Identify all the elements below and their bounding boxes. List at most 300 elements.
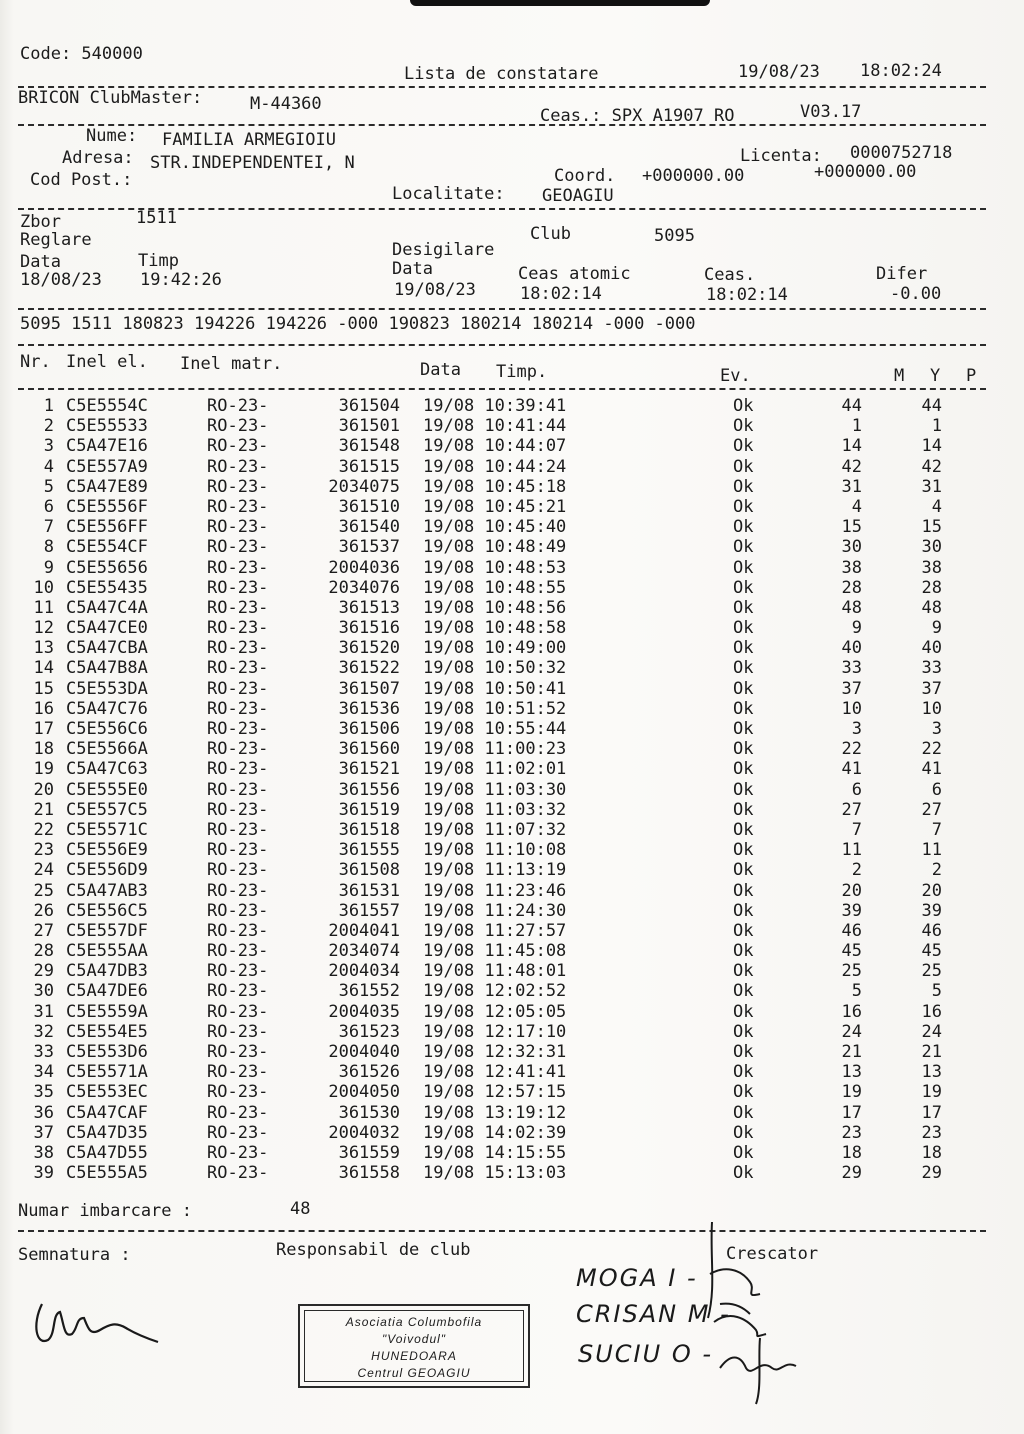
y-position: 37 [921,678,942,699]
electronic-ring: C5E553DA [66,678,148,699]
row-number: 9 [43,557,54,578]
event-status: Ok [733,577,754,598]
matriculation-number: 361506 [338,719,400,739]
arrival-datetime: 19/08 10:48:56 [423,597,567,618]
row-number: 12 [33,618,54,639]
col-header-event: Ev. [720,366,751,386]
matriculation-number: 361515 [338,456,400,477]
matriculation-number: 361522 [338,658,400,679]
table-row [0,1062,1024,1082]
table-row [0,1042,1024,1062]
licence-label: Licenta: [740,146,822,166]
arrival-datetime: 19/08 10:49:00 [423,638,567,659]
table-row [0,598,1024,618]
table-row [0,436,1024,456]
print-date: 19/08/23 [738,62,820,82]
ring-prefix: RO-23- [207,860,269,881]
col-header-electronic-ring: Inel el. [66,352,148,372]
setting-date: 18/08/23 [20,270,102,290]
row-number: 1 [43,396,54,416]
row-number: 16 [33,698,54,719]
ring-prefix: RO-23- [207,779,269,800]
software-id: M-44360 [250,94,322,114]
matriculation-number: 361552 [338,981,400,1002]
y-position: 4 [931,496,942,517]
event-status: Ok [733,1142,754,1163]
electronic-ring: C5E5554C [66,396,148,416]
coord-x: +000000.00 [642,166,745,186]
electronic-ring: C5E557DF [66,920,148,941]
clock-model: Ceas.: SPX A1907 RO [540,106,735,126]
row-number: 38 [33,1142,54,1163]
ring-prefix: RO-23- [207,416,269,437]
arrival-datetime: 19/08 10:45:18 [423,476,567,497]
table-row [0,517,1024,537]
electronic-ring: C5E555AA [66,941,148,962]
m-position: 6 [851,779,862,800]
arrival-datetime: 19/08 11:23:46 [423,880,567,901]
arrival-datetime: 19/08 14:15:55 [423,1142,567,1163]
row-number: 19 [33,759,54,780]
setting-time-label: Timp [138,251,179,271]
ring-prefix: RO-23- [207,1142,269,1163]
coord-y: +000000.00 [814,162,917,182]
y-position: 13 [921,1062,942,1083]
row-number: 21 [33,799,54,820]
ring-prefix: RO-23- [207,759,269,780]
y-position: 1 [931,416,942,437]
ring-prefix: RO-23- [207,1062,269,1083]
row-number: 37 [33,1122,54,1143]
m-position: 3 [851,719,862,739]
m-position: 13 [841,1062,862,1083]
row-number: 18 [33,739,54,760]
m-position: 15 [841,517,862,538]
arrival-datetime: 19/08 12:17:10 [423,1021,567,1042]
table-row [0,881,1024,901]
y-position: 48 [921,597,942,618]
difference-label: Difer [876,264,928,284]
boarding-count: 48 [290,1199,311,1219]
separator [18,124,986,126]
ring-prefix: RO-23- [207,698,269,719]
row-number: 11 [33,597,54,618]
electronic-ring: C5E553EC [66,1082,148,1103]
ring-prefix: RO-23- [207,517,269,538]
y-position: 46 [921,920,942,941]
matriculation-number: 361513 [338,597,400,618]
m-position: 19 [841,1082,862,1103]
event-status: Ok [733,719,754,739]
coord-label: Coord. [554,166,616,186]
electronic-ring: C5E556C5 [66,900,148,921]
atomic-time: 18:02:14 [520,284,602,304]
arrival-datetime: 19/08 11:03:30 [423,779,567,800]
separator [18,388,986,390]
table-row [0,578,1024,598]
m-position: 9 [851,618,862,639]
arrival-datetime: 19/08 12:57:15 [423,1082,567,1103]
electronic-ring: C5E556C6 [66,719,148,739]
table-row [0,800,1024,820]
table-row [0,901,1024,921]
m-position: 23 [841,1122,862,1143]
electronic-ring: C5E55656 [66,557,148,578]
electronic-ring: C5E5559A [66,1001,148,1022]
electronic-ring: C5E55533 [66,416,148,437]
table-row [0,1082,1024,1102]
table-row [0,658,1024,678]
y-position: 45 [921,941,942,962]
electronic-ring: C5E556E9 [66,840,148,861]
unseal-date: 19/08/23 [394,280,476,300]
club-responsible-label: Responsabil de club [276,1240,471,1260]
event-status: Ok [733,1163,754,1184]
row-number: 4 [43,456,54,477]
arrival-datetime: 19/08 10:50:41 [423,678,567,699]
clock-time: 18:02:14 [706,285,788,305]
event-status: Ok [733,678,754,699]
m-position: 46 [841,920,862,941]
ring-prefix: RO-23- [207,1082,269,1103]
table-row [0,941,1024,961]
row-number: 36 [33,1102,54,1123]
matriculation-number: 361530 [338,1102,400,1123]
matriculation-number: 361507 [338,678,400,699]
table-row [0,1163,1024,1183]
electronic-ring: C5E553D6 [66,1042,148,1062]
y-position: 41 [921,759,942,780]
table-row [0,638,1024,658]
matriculation-number: 2004050 [328,1082,400,1103]
m-position: 18 [841,1142,862,1163]
row-number: 25 [33,880,54,901]
matriculation-number: 361510 [338,496,400,517]
ring-prefix: RO-23- [207,961,269,982]
row-number: 20 [33,779,54,800]
event-status: Ok [733,658,754,679]
ring-prefix: RO-23- [207,456,269,477]
m-position: 40 [841,638,862,659]
arrival-datetime: 19/08 10:44:24 [423,456,567,477]
separator [18,308,986,310]
table-row [0,921,1024,941]
electronic-ring: C5A47C63 [66,759,148,780]
table-row [0,477,1024,497]
y-position: 20 [921,880,942,901]
event-status: Ok [733,436,754,457]
arrival-datetime: 19/08 10:48:55 [423,577,567,598]
ring-prefix: RO-23- [207,658,269,679]
event-status: Ok [733,819,754,840]
table-row [0,1022,1024,1042]
arrival-datetime: 19/08 12:41:41 [423,1062,567,1083]
y-position: 16 [921,1001,942,1022]
event-status: Ok [733,840,754,861]
arrival-datetime: 19/08 10:48:58 [423,618,567,639]
row-number: 27 [33,920,54,941]
electronic-ring: C5A47CE0 [66,618,148,639]
arrival-datetime: 19/08 10:50:32 [423,658,567,679]
electronic-ring: C5A47AB3 [66,880,148,901]
y-position: 27 [921,799,942,820]
unseal-date-label: Data [392,259,433,279]
m-position: 25 [841,961,862,982]
electronic-ring: C5A47DB3 [66,961,148,982]
col-header-y: Y [930,366,941,386]
event-status: Ok [733,1021,754,1042]
event-status: Ok [733,961,754,982]
row-number: 26 [33,900,54,921]
electronic-ring: C5A47E16 [66,436,148,457]
arrival-datetime: 19/08 10:45:40 [423,517,567,538]
m-position: 28 [841,577,862,598]
arrival-datetime: 19/08 13:19:12 [423,1102,567,1123]
ring-prefix: RO-23- [207,537,269,558]
table-row [0,981,1024,1001]
y-position: 23 [921,1122,942,1143]
ring-prefix: RO-23- [207,436,269,457]
event-status: Ok [733,739,754,760]
matriculation-number: 361555 [338,840,400,861]
ring-prefix: RO-23- [207,941,269,962]
arrival-datetime: 19/08 12:05:05 [423,1001,567,1022]
row-number: 24 [33,860,54,881]
ring-prefix: RO-23- [207,739,269,760]
y-position: 40 [921,638,942,659]
matriculation-number: 361537 [338,537,400,558]
m-position: 42 [841,456,862,477]
y-position: 21 [921,1042,942,1062]
electronic-ring: C5E554E5 [66,1021,148,1042]
row-number: 14 [33,658,54,679]
arrival-datetime: 19/08 11:10:08 [423,840,567,861]
y-position: 17 [921,1102,942,1123]
handwritten-name-1: MOGA I - [576,1264,698,1292]
club-stamp [298,1304,530,1388]
matriculation-number: 361559 [338,1142,400,1163]
electronic-ring: C5A47C76 [66,698,148,719]
arrival-datetime: 19/08 10:41:44 [423,416,567,437]
arrival-datetime: 19/08 11:27:57 [423,920,567,941]
y-position: 15 [921,517,942,538]
ring-prefix: RO-23- [207,1122,269,1143]
y-position: 6 [931,779,942,800]
scan-edge-mark [410,0,710,6]
table-row [0,1002,1024,1022]
matriculation-number: 361504 [338,396,400,416]
electronic-ring: C5E5556F [66,496,148,517]
time-difference: -0.00 [890,284,942,304]
y-position: 14 [921,436,942,457]
matriculation-number: 2004041 [328,920,400,941]
y-position: 29 [921,1163,942,1184]
arrival-datetime: 19/08 14:02:39 [423,1122,567,1143]
y-position: 11 [921,840,942,861]
matriculation-number: 2004040 [328,1042,400,1062]
address-label: Adresa: [62,148,134,168]
ring-prefix: RO-23- [207,476,269,497]
signature-scribble-left [30,1284,170,1354]
matriculation-number: 361516 [338,618,400,639]
document-title: Lista de constatare [404,64,599,84]
m-position: 38 [841,557,862,578]
ring-prefix: RO-23- [207,1021,269,1042]
arrival-datetime: 19/08 12:32:31 [423,1042,567,1062]
electronic-ring: C5E555A5 [66,1163,148,1184]
table-row [0,537,1024,557]
event-status: Ok [733,597,754,618]
clock-label: Ceas. [704,265,756,285]
row-number: 10 [33,577,54,598]
licence-number: 0000752718 [850,143,953,163]
matriculation-number: 2004034 [328,961,400,982]
matriculation-number: 361519 [338,799,400,820]
matriculation-number: 361557 [338,900,400,921]
arrival-datetime: 19/08 12:02:52 [423,981,567,1002]
software-label: BRICON ClubMaster: [18,88,203,108]
boarding-label: Numar imbarcare : [18,1201,192,1221]
stamp-line: Centrul GEOAGIU [357,1366,471,1380]
electronic-ring: C5E556D9 [66,860,148,881]
arrival-datetime: 19/08 11:24:30 [423,900,567,921]
m-position: 10 [841,698,862,719]
m-position: 1 [851,416,862,437]
row-number: 32 [33,1021,54,1042]
arrival-datetime: 19/08 11:03:32 [423,799,567,820]
y-position: 5 [931,981,942,1002]
arrival-datetime: 19/08 10:48:53 [423,557,567,578]
event-status: Ok [733,1082,754,1103]
electronic-ring: C5E555E0 [66,779,148,800]
col-header-matriculation-ring: Inel matr. [180,354,283,374]
matriculation-number: 361536 [338,698,400,719]
code-label: Code: 540000 [20,44,143,64]
electronic-ring: C5A47E89 [66,476,148,497]
matriculation-number: 2004036 [328,557,400,578]
m-position: 30 [841,537,862,558]
table-row [0,961,1024,981]
col-header-nr: Nr. [20,352,51,372]
matriculation-number: 361508 [338,860,400,881]
event-status: Ok [733,638,754,659]
arrival-datetime: 19/08 10:48:49 [423,537,567,558]
matriculation-number: 361548 [338,436,400,457]
matriculation-number: 2034076 [328,577,400,598]
matriculation-number: 2034075 [328,476,400,497]
matriculation-number: 361540 [338,517,400,538]
flight-label: Zbor [20,212,61,232]
table-row [0,457,1024,477]
electronic-ring: C5A47D55 [66,1142,148,1163]
row-number: 5 [43,476,54,497]
m-position: 31 [841,476,862,497]
ring-prefix: RO-23- [207,597,269,618]
owner-address: STR.INDEPENDENTEI, N [150,153,355,173]
matriculation-number: 361560 [338,739,400,760]
flight-number: 1511 [136,208,177,228]
event-status: Ok [733,900,754,921]
y-position: 25 [921,961,942,982]
y-position: 24 [921,1021,942,1042]
table-row [0,618,1024,638]
event-status: Ok [733,698,754,719]
col-header-p: P [966,366,977,386]
row-number: 30 [33,981,54,1002]
event-status: Ok [733,517,754,538]
table-row [0,679,1024,699]
matriculation-number: 2004035 [328,1001,400,1022]
ring-prefix: RO-23- [207,981,269,1002]
arrival-datetime: 19/08 11:45:08 [423,941,567,962]
y-position: 9 [931,618,942,639]
table-row [0,840,1024,860]
arrival-datetime: 19/08 11:13:19 [423,860,567,881]
event-status: Ok [733,1122,754,1143]
y-position: 19 [921,1082,942,1103]
electronic-ring: C5A47C4A [66,597,148,618]
row-number: 29 [33,961,54,982]
clock-version: V03.17 [800,102,862,122]
setting-time: 19:42:26 [140,270,222,290]
ring-prefix: RO-23- [207,678,269,699]
table-row [0,1103,1024,1123]
col-header-date: Data [420,360,461,380]
club-label: Club [530,224,571,244]
matriculation-number: 2004032 [328,1122,400,1143]
table-row [0,860,1024,880]
ring-prefix: RO-23- [207,1001,269,1022]
matriculation-number: 361520 [338,638,400,659]
electronic-ring: C5E557A9 [66,456,148,477]
event-status: Ok [733,1102,754,1123]
ring-prefix: RO-23- [207,1042,269,1062]
table-row [0,1143,1024,1163]
arrival-datetime: 19/08 10:45:21 [423,496,567,517]
event-status: Ok [733,941,754,962]
m-position: 45 [841,941,862,962]
m-position: 16 [841,1001,862,1022]
matriculation-number: 361501 [338,416,400,437]
table-row [0,497,1024,517]
event-status: Ok [733,1001,754,1022]
ring-prefix: RO-23- [207,900,269,921]
ring-prefix: RO-23- [207,1102,269,1123]
matriculation-number: 361518 [338,819,400,840]
row-number: 28 [33,941,54,962]
separator [18,1230,986,1232]
ring-prefix: RO-23- [207,799,269,820]
matriculation-number: 361526 [338,1062,400,1083]
print-time: 18:02:24 [860,61,942,81]
row-number: 13 [33,638,54,659]
table-row [0,1123,1024,1143]
ring-prefix: RO-23- [207,920,269,941]
m-position: 17 [841,1102,862,1123]
row-number: 8 [43,537,54,558]
event-status: Ok [733,496,754,517]
m-position: 7 [851,819,862,840]
y-position: 10 [921,698,942,719]
arrival-datetime: 19/08 11:02:01 [423,759,567,780]
m-position: 24 [841,1021,862,1042]
separator [18,344,986,346]
event-status: Ok [733,1062,754,1083]
electronic-ring: C5E55435 [66,577,148,598]
matriculation-number: 361556 [338,779,400,800]
row-number: 31 [33,1001,54,1022]
locality: GEOAGIU [542,186,614,206]
